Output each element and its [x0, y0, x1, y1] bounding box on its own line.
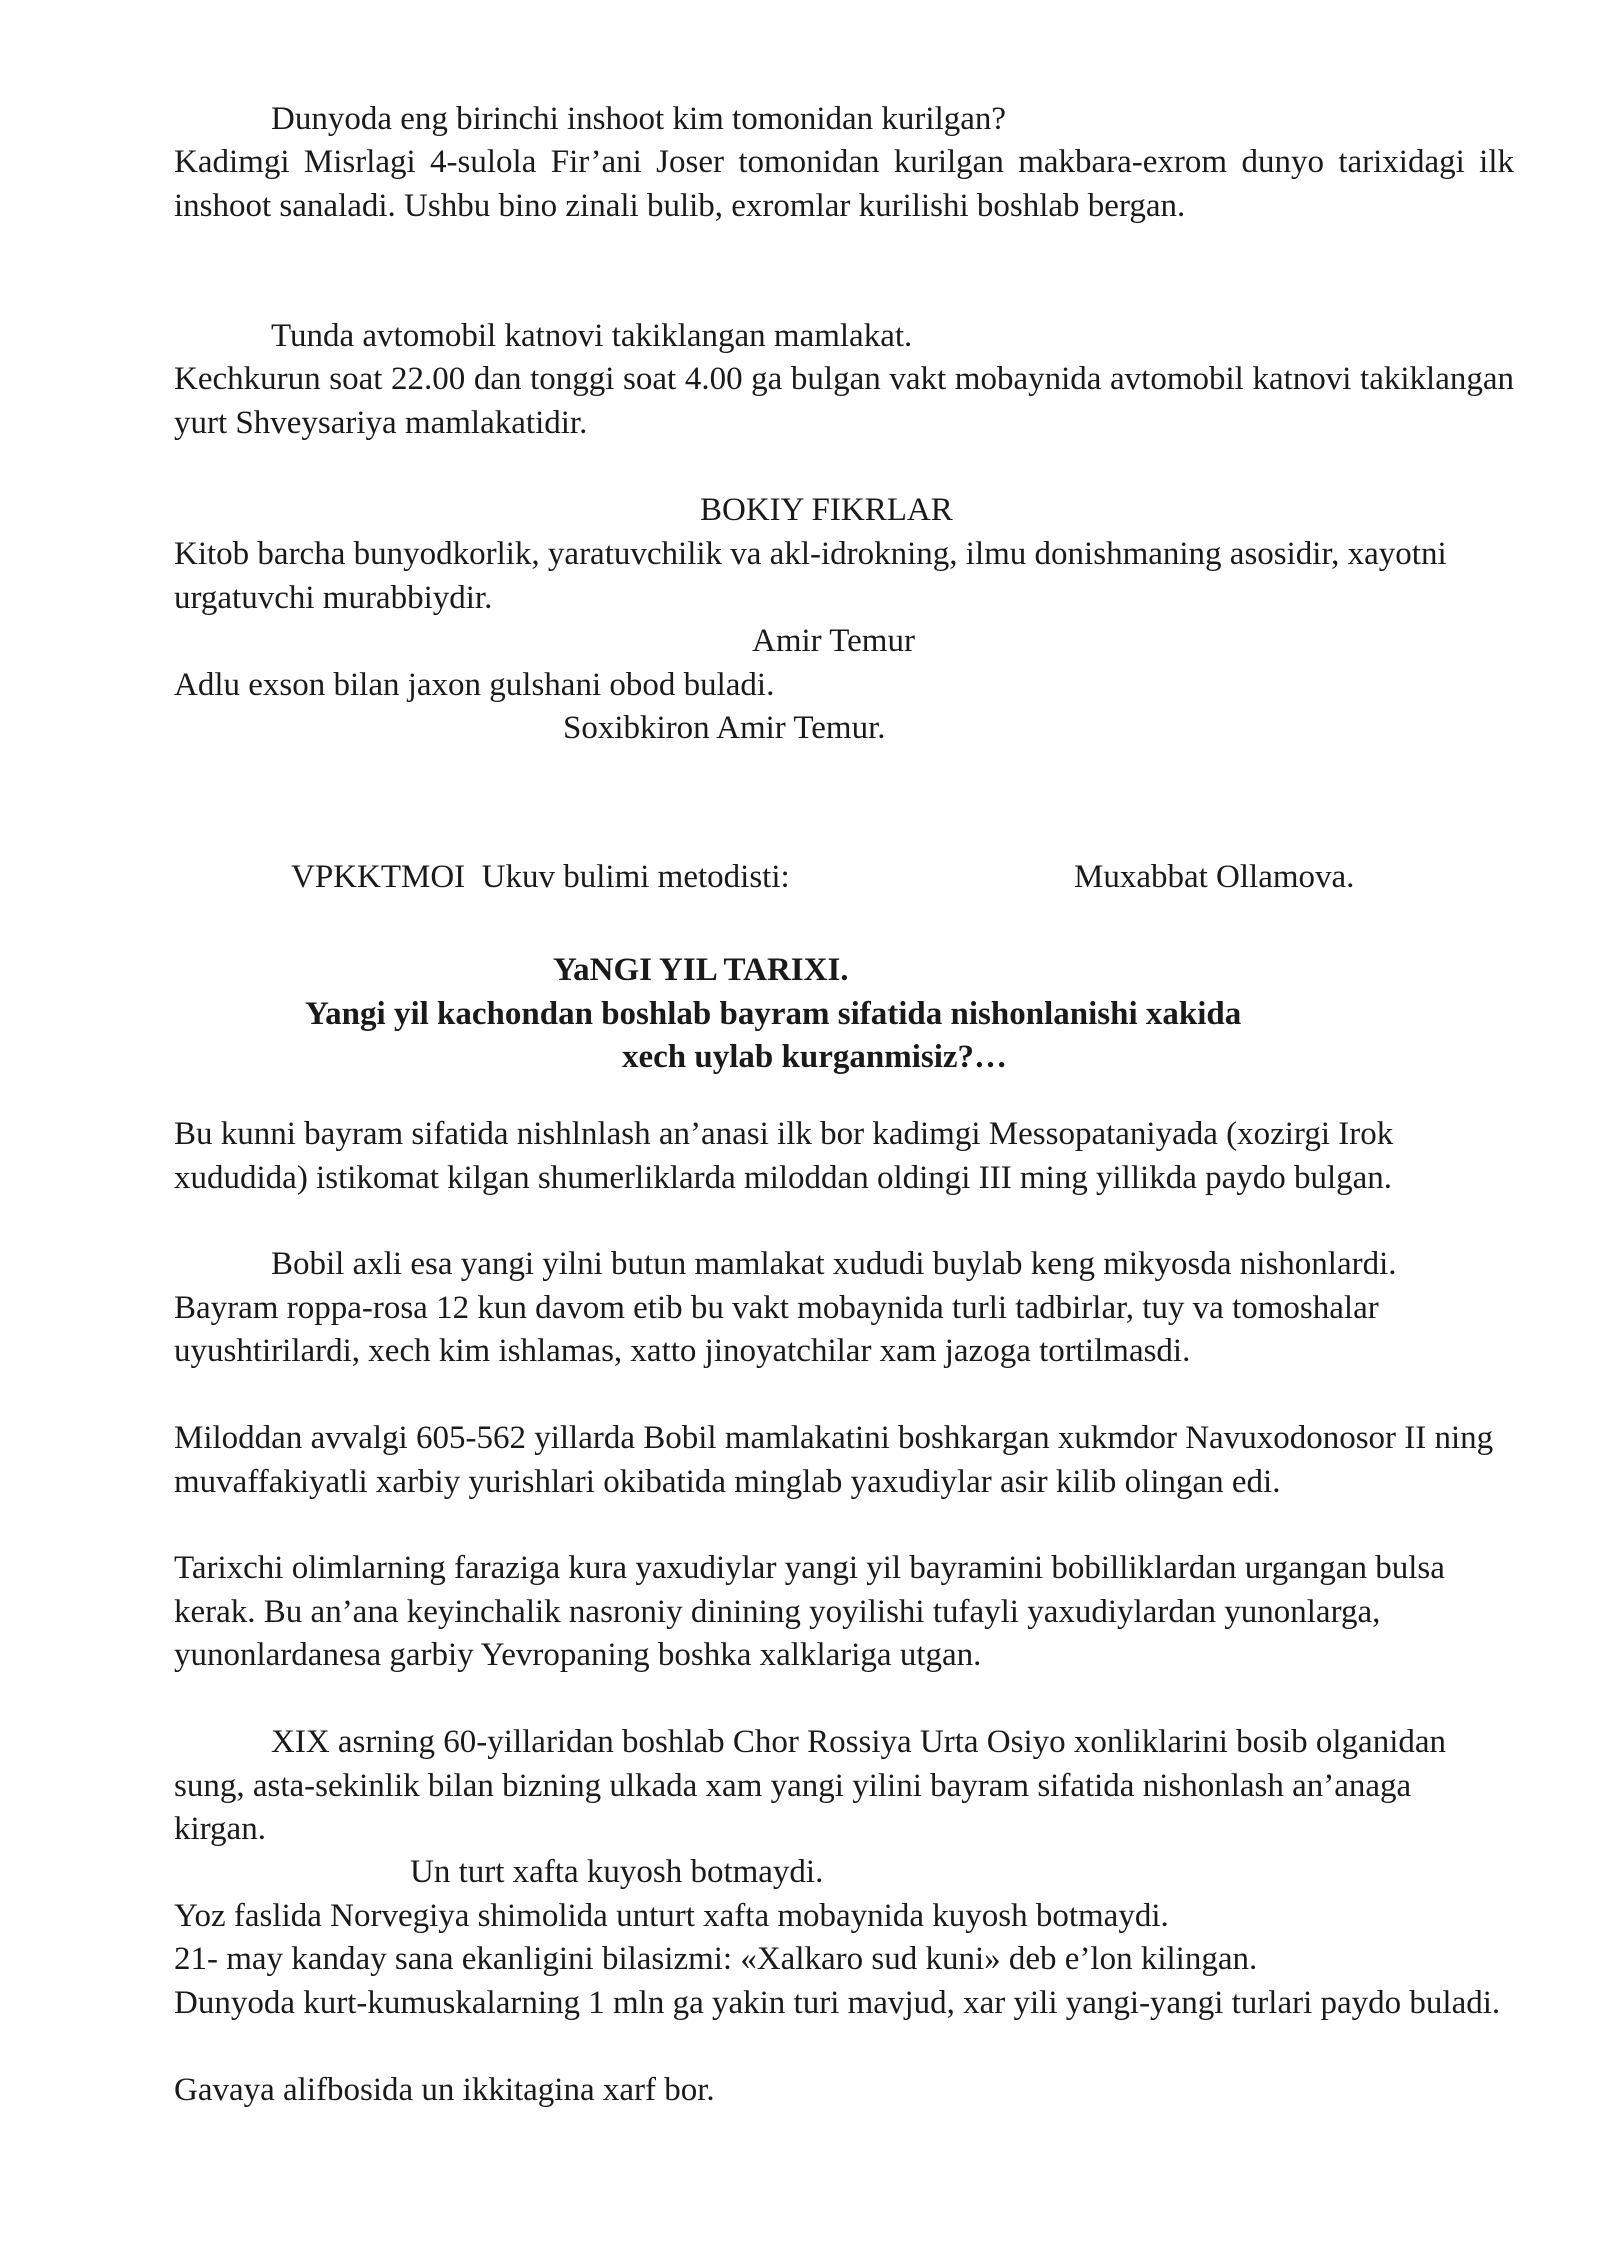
fact-insects: Dunyoda kurt-kumuskalarning 1 mln ga yakin turi mavjud, xar yili yangi-yangi turlari paydo buladi.	[174, 1985, 1501, 2021]
quote-justice: Adlu exson bilan jaxon gulshani obod buladi.	[174, 667, 775, 703]
article-paragraph-3: Miloddan avvalgi 605-562 yillarda Bobil mamlakatini boshkargan xukmdor Navuxodonosor II ning muvaffakiyatli xarbiy yurishlari okibatida minglab yaxudiylar asir kilib olingan edi.	[174, 1420, 1494, 1500]
article-paragraph-1: Bu kunni bayram sifatida nishlnlash an’anasi ilk bor kadimgi Messopataniyada (xozirgi Irok xududida) istikomat kilgan shumerliklarda miloddan oldingi III ming yillikda paydo bulgan.	[174, 1116, 1394, 1196]
question-night-traffic: Tunda avtomobil katnovi takiklangan mamlakat.	[271, 318, 913, 354]
article-paragraph-4: Tarixchi olimlarning faraziga kura yaxudiylar yangi yil bayramini bobilliklardan urgangan bulsa kerak. Bu an’ana keyinchalik nasroniy dinining yoyilishi tufayli yaxudiylardan yunonlarga, yunonlardanesa garbiy Yevropaning boshka xalklariga utgan.	[174, 1550, 1445, 1673]
quotes-heading: BOKIY FIKRLAR	[700, 492, 953, 528]
answer-first-building: Kadimgi Misrlagi 4-sulola Fir’ani Joser tomonidan kurilgan makbara-exrom dunyo tarixidagi ilk inshoot sanaladi. Ushbu bino zinali bulib, exromlar kurilishi boshlab bergan.	[174, 144, 1514, 224]
article-paragraph-2: Bobil axli esa yangi yilni butun mamlakat xududi buylab keng mikyosda nishonlardi. Bayram roppa-rosa 12 kun davom etib bu vakt mobaynida turli tadbirlar, tuy va tomoshalar uyushtirilardi, xech kim ishlamas, xatto jinoyatchilar xam jazoga tortilmasdi.	[174, 1246, 1397, 1369]
quote-author-2: Soxibkiron Amir Temur.	[563, 710, 886, 746]
article-paragraph-5: XIX asrning 60-yillaridan boshlab Chor Rossiya Urta Osiyo xonliklarini bosib olganidan sung, asta-sekinlik bilan bizning ulkada xam yangi yilini bayram sifatida nishonlash an’anaga kirgan.	[174, 1724, 1447, 1847]
answer-night-traffic: Kechkurun soat 22.00 dan tonggi soat 4.00 ga bulgan vakt mobaynida avtomobil katnovi takiklangan yurt Shveysariya mamlakatidir.	[174, 361, 1514, 441]
quote-book: Kitob barcha bunyodkorlik, yaratuvchilik va akl-idrokning, ilmu donishmaning asosidir, xayotni urgatuvchi murabbiydir.	[174, 536, 1447, 616]
signature-name: Muxabbat Ollamova.	[1074, 859, 1355, 895]
quote-author-1: Amir Temur	[752, 623, 915, 659]
signature-position: VPKKTMOI Ukuv bulimi metodisti:	[291, 859, 790, 895]
question-first-building: Dunyoda eng birinchi inshoot kim tomonidan kurilgan?	[271, 101, 1007, 137]
article-subtitle-line-1: Yangi yil kachondan boshlab bayram sifatida nishonlanishi xakida	[305, 996, 1242, 1032]
article-subtitle-line-2: xech uylab kurganmisiz?…	[622, 1039, 1008, 1075]
article-title: YaNGI YIL TARIXI.	[553, 952, 849, 988]
fact-norway: Yoz faslida Norvegiya shimolida unturt xafta mobaynida kuyosh botmaydi.	[174, 1898, 1169, 1934]
fact-may-21: 21- may kanday sana ekanligini bilasizmi: «Xalkaro sud kuni» deb e’lon kilingan.	[174, 1941, 1258, 1977]
facts-heading: Un turt xafta kuyosh botmaydi.	[410, 1854, 824, 1890]
fact-hawaii-alphabet: Gavaya alifbosida un ikkitagina xarf bor.	[174, 2072, 715, 2108]
